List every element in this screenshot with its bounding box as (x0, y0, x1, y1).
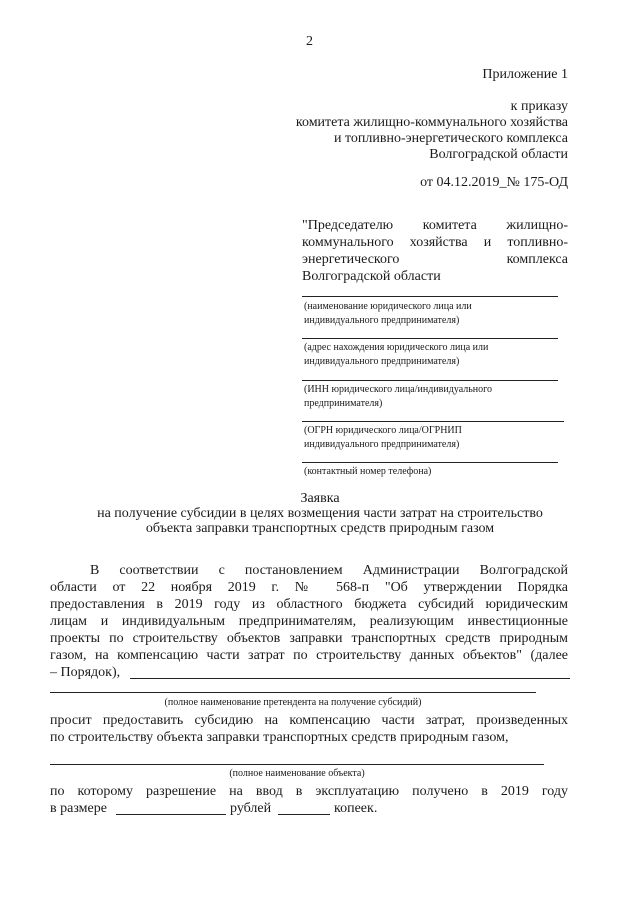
application-title: Заявка (300, 491, 340, 506)
addressee-line3: энергетического комплекса (302, 252, 568, 267)
object-caption: (полное наименование объекта) (229, 768, 365, 779)
field-inn-caption2: предпринимателя) (304, 398, 383, 409)
field-name-caption1: (наименование юридического лица или (304, 301, 472, 312)
appendix-order-date: от 04.12.2019_№ 175-ОД (420, 175, 568, 190)
field-address-caption1: (адрес нахождения юридического лица или (304, 342, 489, 353)
field-inn-caption1: (ИНН юридического лица/индивидуального (304, 384, 492, 395)
field-phone-line (302, 462, 558, 463)
body-p3-amount-label: в размере (50, 801, 107, 816)
body-p1-line1: В соответствии с постановлением Администрации Волгоградской (90, 563, 568, 578)
field-name-line (302, 296, 558, 297)
body-p1-line5: проекты по строительству объектов заправки транспортных средств природным (50, 631, 568, 646)
addressee-line2: коммунального хозяйства и топливно- (302, 235, 568, 250)
body-p3-line1: по которому разрешение на ввод в эксплуатацию получено в 2019 году (50, 784, 568, 799)
rubles-fill-line (116, 814, 226, 815)
field-inn-line (302, 380, 558, 381)
field-ogrn-line (302, 421, 564, 422)
body-p1-line6: газом, на компенсацию части затрат по строительству данных объектов" (далее (50, 648, 568, 663)
addressee-line1: "Председателю комитета жилищно- (302, 218, 568, 233)
field-address-caption2: индивидуального предпринимателя) (304, 356, 460, 367)
kopecks-fill-line (278, 814, 330, 815)
applicant-caption: (полное наименование претендента на получение субсидий) (164, 697, 422, 708)
applicant-line (50, 692, 536, 693)
body-p1-line3: предоставления в 2019 году из областного бюджета субсидий юридическим (50, 597, 568, 612)
field-ogrn-caption1: (ОГРН юридического лица/ОГРНИП (304, 425, 462, 436)
body-p2-line2: по строительству объекта заправки транспортных средств природным газом, (50, 730, 509, 745)
page-number: 2 (306, 34, 313, 49)
body-p3-kopecks: копеек. (334, 801, 378, 816)
appendix-title: Приложение 1 (482, 67, 568, 82)
body-p1-line7: – Порядок), (50, 665, 121, 680)
body-p1-line2: области от 22 ноября 2019 г. № 568-п "Об утверждении Порядка (50, 580, 568, 595)
field-ogrn-caption2: индивидуального предпринимателя) (304, 439, 460, 450)
appendix-order-line3: и топливно-энергетического комплекса (334, 131, 568, 146)
object-line (50, 764, 544, 765)
application-subtitle-line1: на получение субсидии в целях возмещения части затрат на строительство (97, 506, 543, 521)
field-address-line (302, 338, 558, 339)
appendix-order-line2: комитета жилищно-коммунального хозяйства (295, 115, 568, 130)
body-p1-line4: лицам и индивидуальным предпринимателям, реализующим инвестиционные (50, 614, 568, 629)
field-phone-caption: (контактный номер телефона) (304, 466, 432, 477)
application-subtitle-line2: объекта заправки транспортных средств природным газом (145, 521, 495, 536)
body-p3-rubles: рублей (230, 801, 272, 816)
appendix-order-line1: к приказу (510, 99, 568, 114)
field-name-caption2: индивидуального предпринимателя) (304, 315, 460, 326)
body-p2-line1: просит предоставить субсидию на компенсацию части затрат, произведенных (50, 713, 568, 728)
p1-fill-line (130, 678, 570, 679)
appendix-order-line4: Волгоградской области (429, 147, 568, 162)
addressee-line4: Волгоградской области (302, 269, 441, 284)
